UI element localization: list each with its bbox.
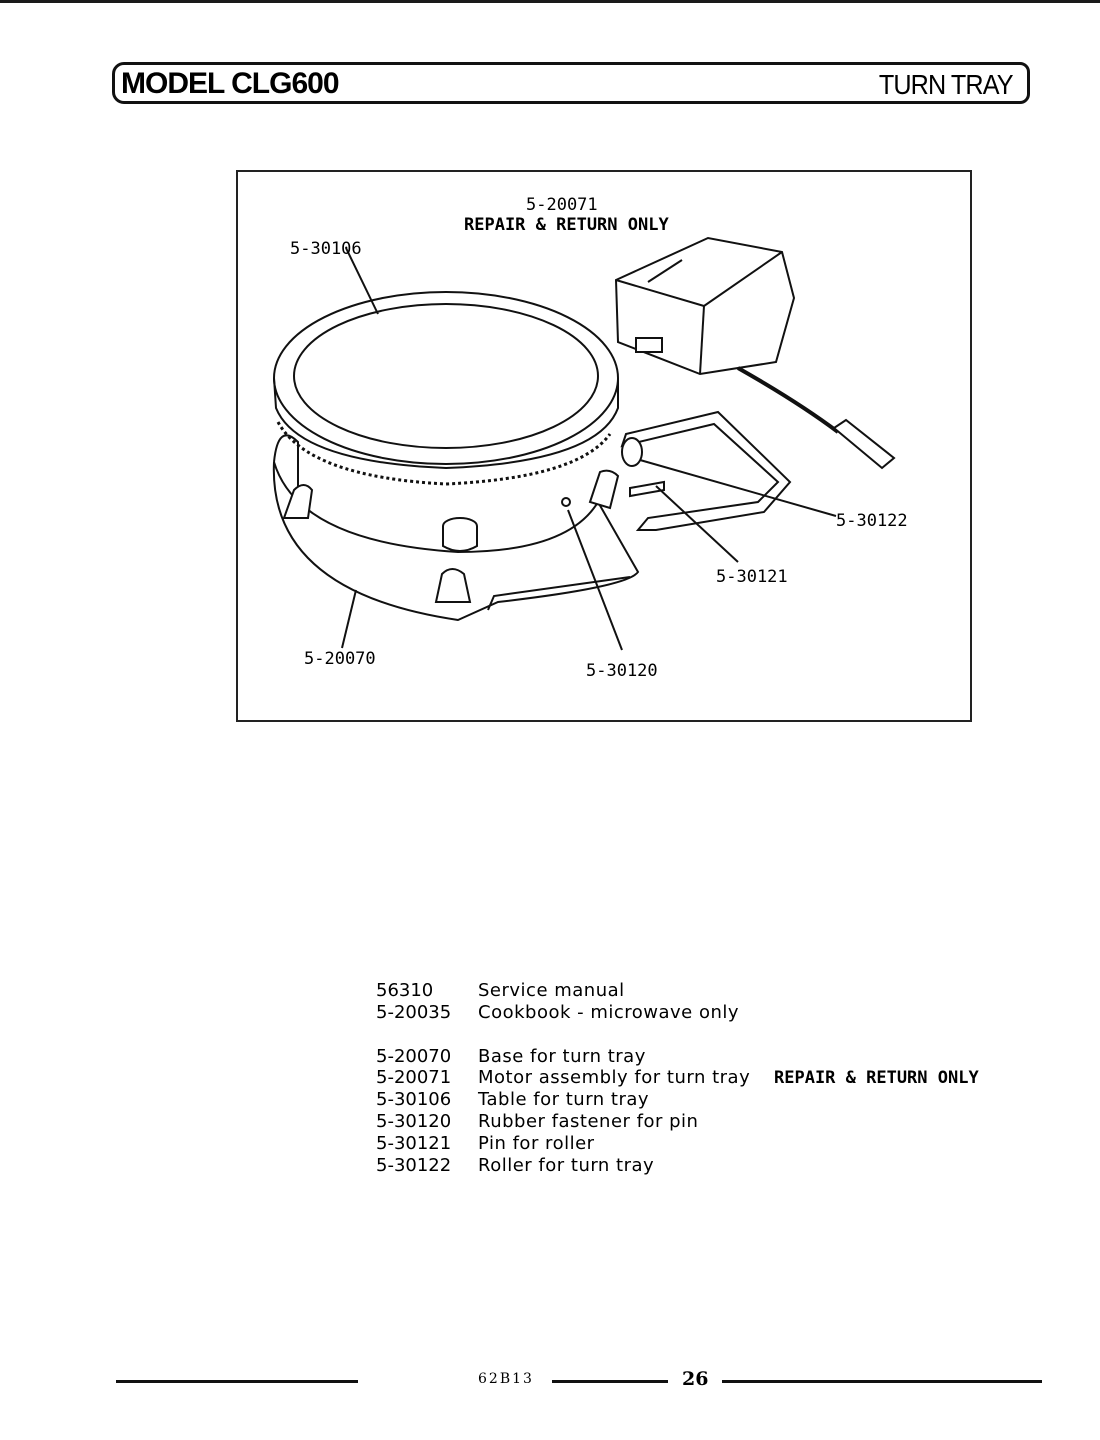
part-description: Pin for roller — [478, 1132, 595, 1154]
part-description: Cookbook - microwave only — [478, 1001, 740, 1023]
callout-base: 5-20070 — [304, 649, 376, 669]
page-number: 26 — [682, 1368, 709, 1390]
callout-table: 5-30106 — [290, 239, 362, 259]
part-note: REPAIR & RETURN ONLY — [774, 1068, 979, 1089]
base-clip — [436, 569, 470, 602]
parts-list — [376, 980, 1056, 1176]
list-item — [376, 1067, 1056, 1089]
rubber-fastener — [562, 498, 570, 506]
exploded-diagram — [236, 170, 972, 722]
list-item — [376, 1002, 1056, 1024]
footer-rule-middle — [552, 1380, 668, 1383]
callout-motor-number: 5-20071 — [526, 195, 598, 215]
roller-arm — [622, 412, 790, 530]
top-rule — [0, 0, 1100, 3]
callout-fastener: 5-30120 — [586, 661, 658, 681]
part-number: 56310 — [376, 980, 434, 1001]
section-title: TURN TRAY — [879, 69, 1013, 100]
part-number: 5-20035 — [376, 1001, 452, 1023]
list-item — [376, 1046, 1056, 1068]
part-description: Roller for turn tray — [478, 1154, 655, 1176]
table-part — [274, 292, 618, 464]
motor-cord — [738, 368, 838, 432]
model-title: MODEL CLG600 — [121, 67, 339, 100]
footer-rule-left — [116, 1380, 358, 1383]
footer-rule-right — [722, 1380, 1042, 1383]
roller — [622, 438, 642, 466]
pin-bracket — [590, 471, 618, 508]
part-number: 5-20070 — [376, 1045, 452, 1067]
list-item — [376, 980, 1056, 1002]
footer-code: 62B13 — [478, 1371, 534, 1387]
part-number: 5-30121 — [376, 1132, 452, 1154]
list-item — [376, 1111, 1056, 1133]
page-footer — [116, 1368, 1042, 1392]
part-description: Service manual — [478, 980, 625, 1001]
list-item — [376, 1089, 1056, 1111]
list-item — [376, 1155, 1056, 1177]
part-description: Rubber fastener for pin — [478, 1110, 699, 1132]
part-number: 5-30120 — [376, 1110, 452, 1132]
part-description: Motor assembly for turn tray — [478, 1067, 751, 1089]
part-number: 5-30122 — [376, 1154, 452, 1176]
callout-motor-note: REPAIR & RETURN ONLY — [464, 215, 669, 235]
callout-roller: 5-30122 — [836, 511, 908, 531]
page-header — [112, 62, 1030, 104]
part-number: 5-20071 — [376, 1067, 452, 1089]
part-number: 5-30106 — [376, 1089, 452, 1111]
part-description: Base for turn tray — [478, 1045, 646, 1067]
part-description: Table for turn tray — [478, 1089, 650, 1111]
list-item — [376, 1133, 1056, 1155]
callout-pin: 5-30121 — [716, 567, 788, 587]
